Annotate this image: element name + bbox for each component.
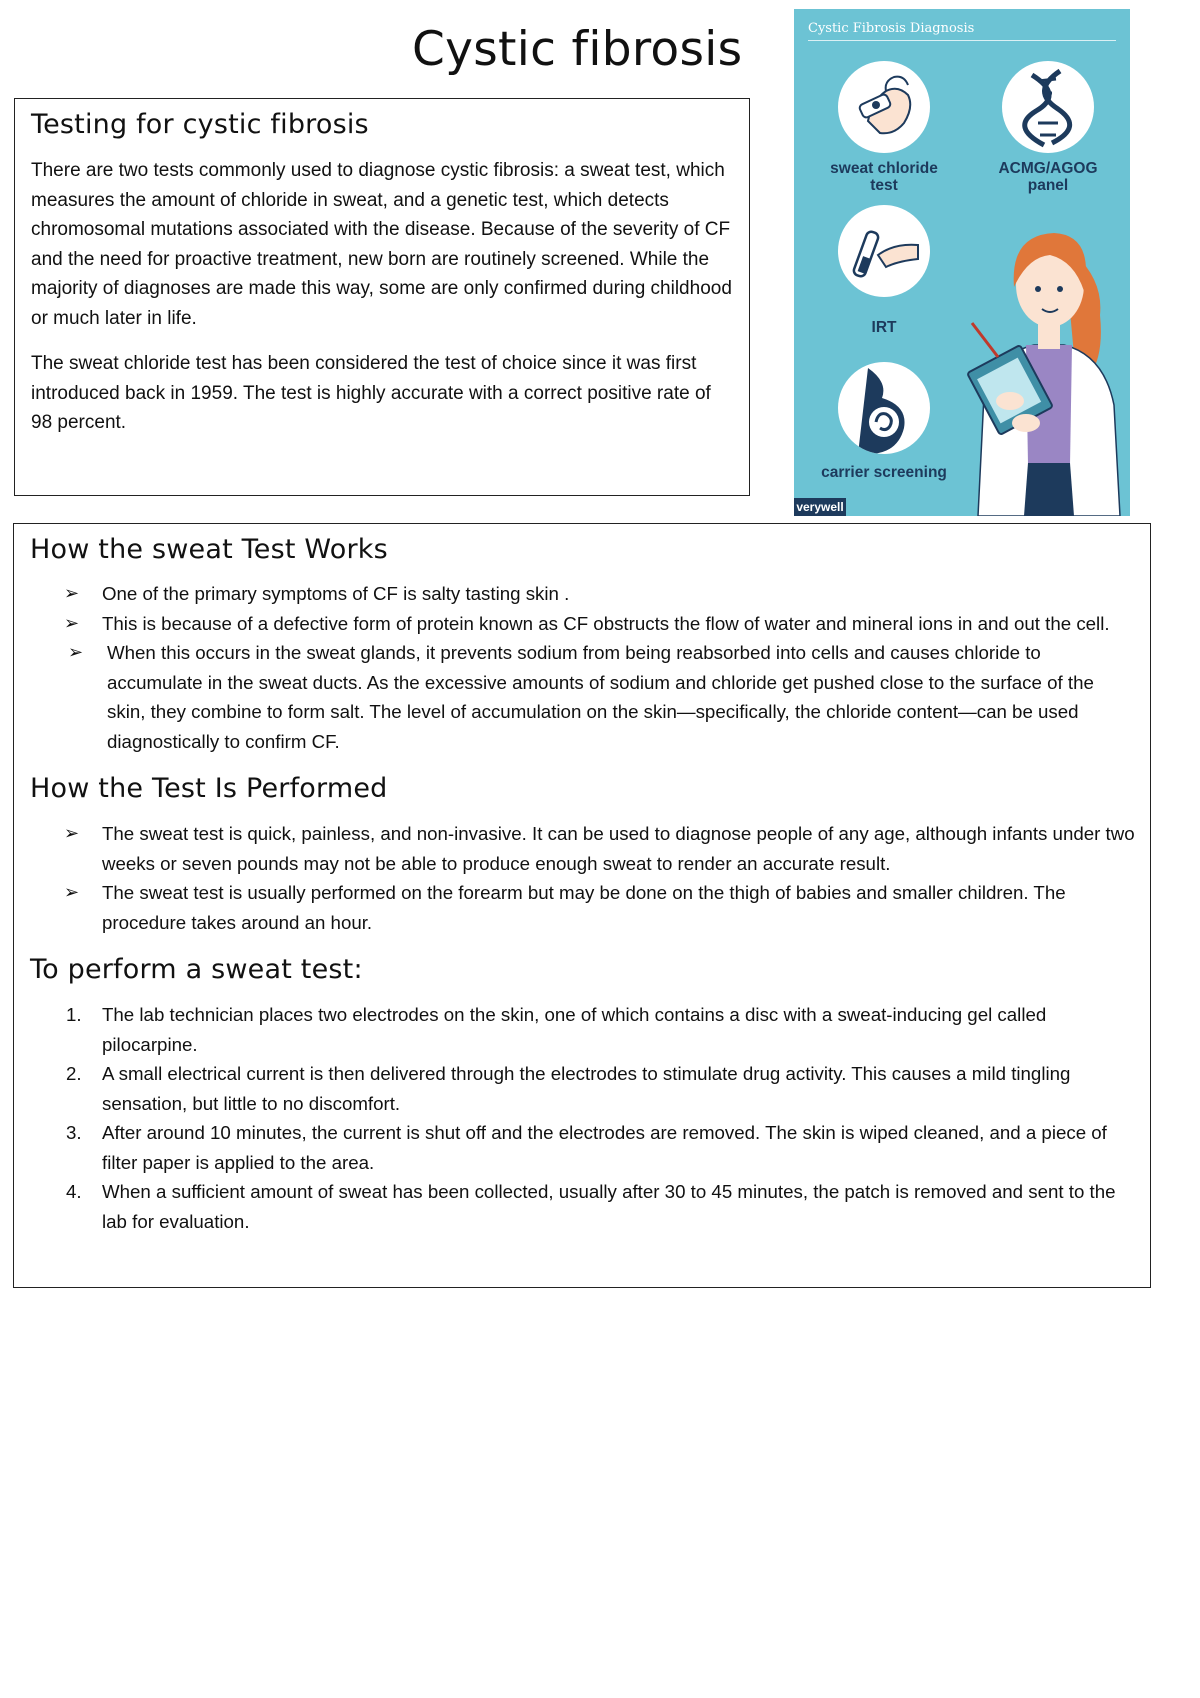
cf-diagnosis-infographic: [794, 9, 1130, 516]
arrow-bullet-icon: ➢: [64, 823, 80, 843]
sweat-test-heading: How the sweat Test Works: [30, 534, 388, 565]
arrow-bullet-icon: ➢: [68, 642, 84, 662]
list-item: ➢ The sweat test is usually performed on the forearm but may be done on the thigh of babies and smaller children. The procedure takes around an hour.: [30, 878, 1136, 937]
perform-test-heading: To perform a sweat test:: [30, 954, 363, 985]
test-performed-heading: How the Test Is Performed: [30, 773, 388, 804]
sweat-test-section: [13, 523, 1151, 1288]
testing-section: [14, 98, 750, 496]
arrow-bullet-icon: ➢: [64, 612, 80, 633]
page-title: Cystic fibrosis: [412, 22, 743, 77]
acmg-label: ACMG/AGOG panel: [998, 160, 1098, 194]
doctor-illustration: [954, 205, 1130, 516]
infographic-title: Cystic Fibrosis Diagnosis: [808, 21, 975, 36]
sweat-chloride-label: sweat chloride test: [830, 160, 938, 194]
sweat-works-list: [30, 579, 1136, 756]
pregnancy-icon: [838, 362, 930, 454]
arrow-bullet-icon: ➢: [64, 583, 80, 603]
perform-steps-list: [30, 1000, 1136, 1236]
test-performed-list: [30, 819, 1136, 937]
carrier-screening-label: carrier screening: [821, 464, 947, 481]
testing-paragraph-1: There are two tests commonly used to diagnose cystic fibrosis: a sweat test, which measures the amount of chloride in sweat, and a genetic test, which detects chromosomal mutations associated with the disease. Because of the severity of CF and the need for proactive treatment, new born are routinely screened. While the majority of diagnoses are made this way, some are only confirmed during childhood or much later in life.: [31, 160, 732, 329]
list-item: ➢ This is because of a defective form of protein known as CF obstructs the flow of water and mineral ions in and out the cell.: [30, 609, 1136, 639]
list-item: ➢ One of the primary symptoms of CF is salty tasting skin .: [30, 579, 1136, 609]
infographic-divider: [808, 40, 1116, 41]
blood-test-icon: [838, 205, 930, 297]
testing-paragraph-2: The sweat chloride test has been considered the test of choice since it was first introduced back in 1959. The test is highly accurate with a correct positive rate of 98 percent.: [31, 353, 711, 433]
dna-icon: [1002, 61, 1094, 153]
irt-label: IRT: [871, 319, 897, 336]
arrow-bullet-icon: ➢: [64, 882, 80, 902]
list-item: ➢ When this occurs in the sweat glands, it prevents sodium from being reabsorbed into cells and causes chloride to accumulate in the sweat ducts. As the excessive amounts of sodium and chloride get pushed close to the surface of the skin, they combine to form salt. The level of accumulation on the skin—specifically, the chloride content—can be used diagnostically to confirm CF.: [30, 638, 1136, 756]
list-item: 4. When a sufficient amount of sweat has been collected, usually after 30 to 45 minutes, the patch is removed and sent to the lab for evaluation.: [66, 1181, 1116, 1232]
list-item: ➢ The sweat test is quick, painless, and non-invasive. It can be used to diagnose people of any age, although infants under two weeks or seven pounds may not be able to produce enough sweat to render an accurate result.: [30, 819, 1136, 878]
sweat-chloride-icon: [838, 61, 930, 153]
testing-heading: Testing for cystic fibrosis: [31, 109, 369, 140]
brand-logo: verywell: [794, 498, 846, 516]
list-item: 1. The lab technician places two electrodes on the skin, one of which contains a disc with a sweat-inducing gel called pilocarpine.: [66, 1004, 1047, 1055]
list-item: 2. A small electrical current is then delivered through the electrodes to stimulate drug activity. This causes a mild tingling sensation, but little to no discomfort.: [66, 1063, 1071, 1114]
list-item: 3. After around 10 minutes, the current is shut off and the electrodes are removed. The skin is wiped cleaned, and a piece of filter paper is applied to the area.: [66, 1122, 1107, 1173]
